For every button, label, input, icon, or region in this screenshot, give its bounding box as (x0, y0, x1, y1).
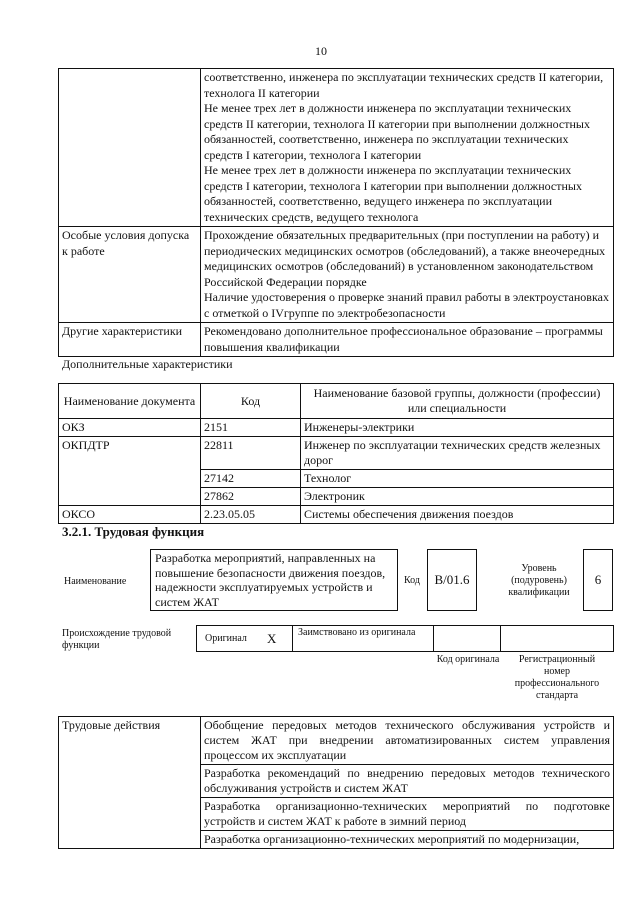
page-number: 10 (315, 44, 327, 58)
table-row (59, 419, 614, 437)
table-row (59, 227, 614, 323)
action-item: Обобщение передовых методов технического обслуживания устройств и систем ЖАТ при внедрении автоматизированных систем управления процессом их эксплуатации (201, 717, 614, 765)
row-label: Особые условия допуска к работе (59, 227, 201, 323)
row-content (201, 323, 614, 357)
doc-cell: ОКПДТР (59, 437, 201, 506)
name-cell: Электроник (301, 488, 614, 506)
name-cell: Технолог (301, 470, 614, 488)
action-item: Разработка организационно-технических мероприятий по подготовке устройств и систем ЖАТ к работе в зимний период (201, 798, 614, 831)
code-cell: 27862 (201, 488, 301, 506)
table-row (59, 717, 614, 765)
level-label: Уровень (подуровень) квалификации (508, 563, 570, 598)
code-cell: 22811 (201, 437, 301, 470)
divider (292, 626, 293, 651)
name-label: Наименование (64, 576, 127, 587)
code-box (427, 549, 477, 611)
code-caption: Код оригинала (436, 654, 500, 665)
divider (500, 626, 501, 651)
name-cell: Инженер по эксплуатации технических средств железных дорог (301, 437, 614, 470)
origin-label: Происхождение трудовой функции (62, 628, 172, 651)
paragraph: Не менее трех лет в должности инженера по эксплуатации технических средств I категории, технолога I категории при выполнении должностных обязанностей, соответственно, ведущего инженера по эксплуатации технических средств, ведущего технолога (204, 163, 582, 224)
function-name-value: Разработка мероприятий, направленных на повышение безопасности движения поездов, надежности эксплуатируемых устройств и систем ЖАТ (155, 551, 386, 609)
additional-heading: Дополнительные характеристики (62, 357, 233, 371)
paragraph: соответственно, инженера по эксплуатации технических средств II категории, технолога II категории (204, 70, 604, 100)
level-value: 6 (594, 572, 602, 587)
actions-table (58, 716, 614, 849)
original-label: Оригинал (205, 633, 247, 644)
reg-caption: Регистрационный номер профессионального стандарта (514, 654, 600, 701)
row-content (201, 227, 614, 323)
original-mark: X (267, 631, 277, 646)
code-cell: 2.23.05.05 (201, 506, 301, 524)
row-content (201, 69, 614, 227)
actions-label: Трудовые действия (59, 717, 201, 849)
table-row (59, 437, 614, 470)
level-box (583, 549, 613, 611)
name-cell: Инженеры-электрики (301, 419, 614, 437)
table-row (59, 506, 614, 524)
additional-table (58, 383, 614, 524)
table-header-row (59, 384, 614, 419)
row-label (59, 69, 201, 227)
paragraph: Не менее трех лет в должности инженера по эксплуатации технических средств II категории, технолога II категории при выполнении должностных обязанностей, соответственно, инженера по эксплуатации технических средств I категории, технолога I категории (204, 101, 590, 162)
table-row (59, 69, 614, 227)
paragraph: Рекомендовано дополнительное профессиональное образование – программы повышения квалификации (204, 324, 603, 354)
doc-cell: ОКСО (59, 506, 201, 524)
code-label: Код (404, 575, 420, 586)
paragraph: Прохождение обязательных предварительных (при поступлении на работу) и периодических медицинских осмотров (обследований), а также внеочередных медицинских осмотров (обследований) в установленном законодательством Российской Федерации порядке (204, 228, 606, 289)
qualification-table (58, 68, 614, 357)
action-item: Разработка организационно-технических мероприятий по модернизации, (201, 831, 614, 849)
divider (433, 626, 434, 651)
borrowed-label: Заимствовано из оригинала (298, 627, 416, 638)
column-header: Код (201, 384, 301, 419)
column-header: Наименование документа (59, 384, 201, 419)
action-item: Разработка рекомендаций по внедрению передовых методов технического обслуживания устройств и систем ЖАТ (201, 765, 614, 798)
table-row (59, 323, 614, 357)
doc-cell: ОКЗ (59, 419, 201, 437)
code-value: B/01.6 (434, 572, 470, 587)
function-heading: 3.2.1. Трудовая функция (62, 524, 205, 539)
column-header: Наименование базовой группы, должности (профессии) или специальности (301, 384, 614, 419)
name-cell: Системы обеспечения движения поездов (301, 506, 614, 524)
paragraph: Наличие удостоверения о проверке знаний правил работы в электроустановках с отметкой о IVгруппе по электробезопасности (204, 290, 609, 320)
code-cell: 27142 (201, 470, 301, 488)
origin-row (196, 625, 614, 652)
function-name-box (150, 549, 398, 611)
row-label: Другие характеристики (59, 323, 201, 357)
code-cell: 2151 (201, 419, 301, 437)
